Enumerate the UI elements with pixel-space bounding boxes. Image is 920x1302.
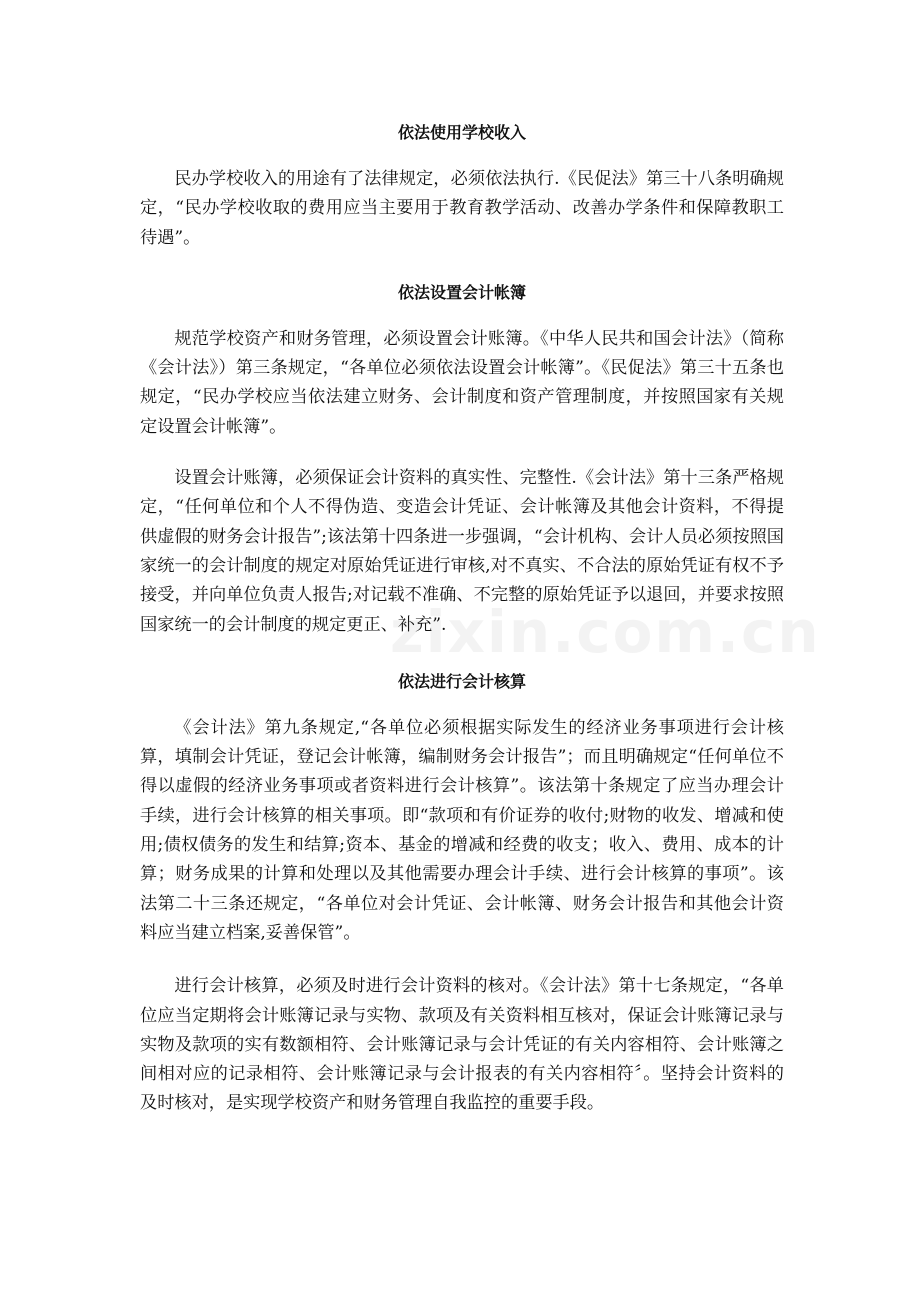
paragraph-use-income: 民办学校收入的用途有了法律规定，必须依法执行.《民促法》第三十八条明确规定，“民办学校收取的费用应当主要用于教育教学活动、改善办学条件和保障教职工待遇”。 [140, 169, 784, 248]
paragraph-account-books-2: 设置会计账簿，必须保证会计资料的真实性、完整性.《会计法》第十三条严格规定，“任何单位和个人不得伪造、变造会计凭证、会计帐簿及其他会计资料，不得提供虚假的财务会计报告”;该法第十四条进一步强调，“会计机构、会计人员必须按照国家统一的会计制度的规定对原始凭证进行审核,对不真实、不合法的原始凭证有权不予接受，并向单位负责人报告;对记载不准确、不完整的原始凭证予以退回，并要求按照国家统一的会计制度的规定更正、补充”. [140, 468, 784, 635]
section-heading-accounting: 依法进行会计核算 [397, 671, 526, 691]
section-heading-use-income: 依法使用学校收入 [397, 123, 526, 142]
document-page [140, 112, 784, 1119]
section-heading-account-books: 依法设置会计帐簿 [397, 282, 526, 302]
paragraph-accounting-1: 《会计法》第九条规定,“各单位必须根据实际发生的经济业务事项进行会计核算，填制会计凭证，登记会计帐簿，编制财务会计报告”；而且明确规定“任何单位不得以虚假的经济业务事项或者资料进行会计核算”。该法第十条规定了应当办理会计手续，进行会计核算的相关事项。即“款项和有价证券的收付;财物的收发、增减和使用;债权债务的发生和结算;资本、基金的增减和经费的收支；收入、费用、成本的计算；财务成果的计算和处理以及其他需要办理会计手续、进行会计核算的事项”。该法第二十三条还规定，“各单位对会计凭证、会计帐簿、财务会计报告和其他会计资料应当建立档案,妥善保管”。 [140, 717, 784, 943]
paragraph-account-books-1: 规范学校资产和财务管理，必须设置会计账簿。《中华人民共和国会计法》（简称《会计法》）第三条规定，“各单位必须依法设置会计帐簿”。《民促法》第三十五条也规定，“民办学校应当依法建立财务、会计制度和资产管理制度，并按照国家有关规定设置会计帐簿”。 [140, 328, 784, 437]
watermark: zixin.com.cn [390, 598, 821, 666]
paragraph-accounting-2: 进行会计核算，必须及时进行会计资料的核对。《会计法》第十七条规定，“各单位应当定期将会计账簿记录与实物、款项及有关资料相互核对，保证会计账簿记录与实物及款项的实有数额相符、会计账簿记录与会计凭证的有关内容相符、会计账簿之间相对应的记录相符、会计账簿记录与会计报表的有关内容相符〞。坚持会计资料的及时核对，是实现学校资产和财务管理自我监控的重要手段。 [140, 976, 784, 1114]
